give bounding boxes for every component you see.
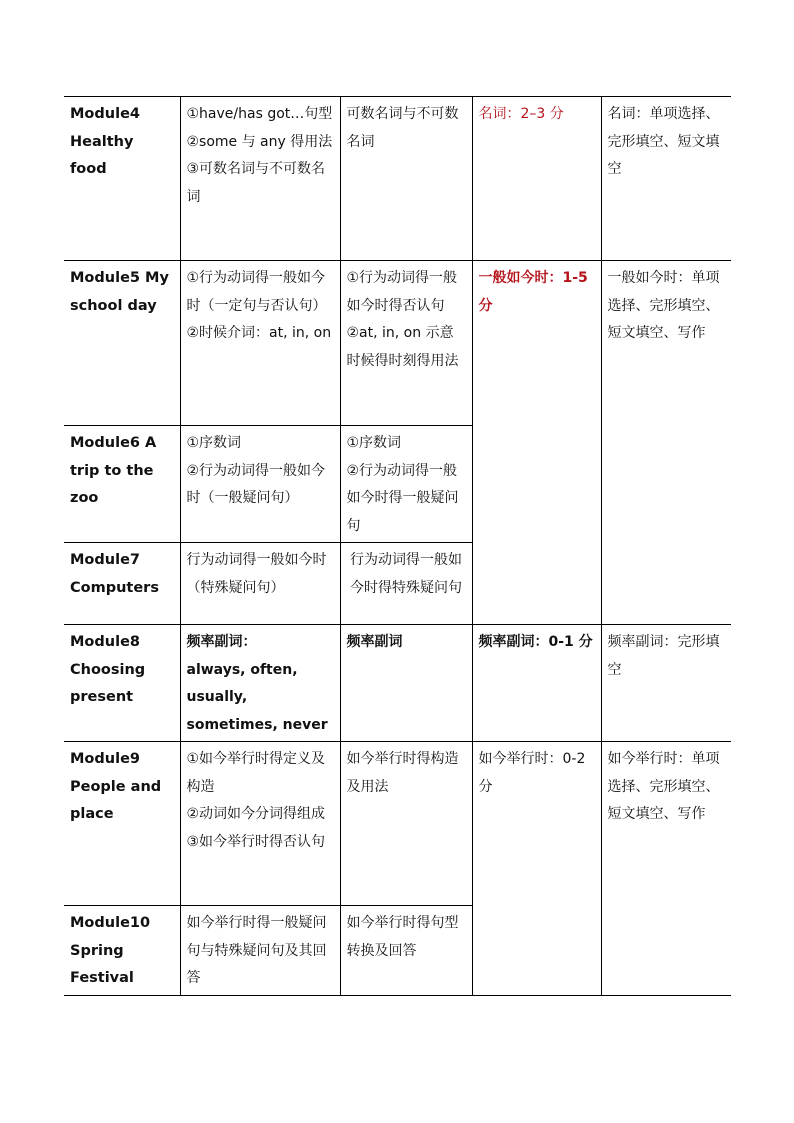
content-line: ①序数词 (186, 435, 242, 451)
table-row-module8 (64, 625, 731, 742)
content-line: ①行为动词得一般如今时（一定句与否认句） (186, 270, 327, 314)
content-line: ①have/has got…句型 (186, 106, 333, 122)
content-cell (180, 97, 340, 261)
module-name: Module8 Choosing present (64, 625, 180, 742)
focus-cell: 如今举行时得句型转换及回答 (340, 906, 472, 996)
content-cell (180, 261, 340, 426)
module-name: Module9 People and place (64, 742, 180, 906)
content-line: ②行为动词得一般如今时（一般疑问句） (186, 462, 326, 506)
focus-line: ①行为动词得一般如今时得否认句 (346, 270, 458, 314)
module-name: Module5 My school day (64, 261, 180, 426)
score-cell: 名词：2–3 分 (472, 97, 601, 261)
focus-cell: 行为动词得一般如今时得特殊疑问句 (340, 543, 472, 625)
focus-cell: 如今举行时得构造及用法 (340, 742, 472, 906)
content-line: ③可数名词与不可数名词 (186, 161, 326, 205)
content-line: ①如今举行时得定义及构造 (186, 751, 326, 795)
module-name: Module6 A trip to the zoo (64, 426, 180, 543)
content-line: ②动词如今分词得组成 (186, 806, 326, 822)
module-name: Module7 Computers (64, 543, 180, 625)
table-row-module9 (64, 742, 731, 906)
module-name: Module10 Spring Festival (64, 906, 180, 996)
focus-cell (340, 261, 472, 426)
content-cell (180, 742, 340, 906)
focus-line: ①序数词 (346, 435, 402, 451)
score-cell: 一般如今时：1-5 分 (472, 261, 601, 625)
content-line: ②时候介词：at, in, on (186, 325, 332, 341)
focus-line: ②行为动词得一般如今时得一般疑问句 (346, 462, 459, 534)
table-row-module5 (64, 261, 731, 426)
content-line: always, often, usually, sometimes, never (186, 661, 328, 733)
focus-cell: 可数名词与不可数名词 (340, 97, 472, 261)
module-plan-table (64, 96, 731, 996)
focus-cell (340, 426, 472, 543)
table-row-module4 (64, 97, 731, 261)
question-type-cell: 频率副词：完形填空 (601, 625, 731, 742)
content-cell: 行为动词得一般如今时（特殊疑问句） (180, 543, 340, 625)
focus-cell: 频率副词 (340, 625, 472, 742)
content-cell: 如今举行时得一般疑问句与特殊疑问句及其回答 (180, 906, 340, 996)
score-cell: 如今举行时：0-2 分 (472, 742, 601, 996)
question-type-cell: 一般如今时：单项选择、完形填空、短文填空、写作 (601, 261, 731, 625)
module-name: Module4 Healthy food (64, 97, 180, 261)
question-type-cell: 名词：单项选择、完形填空、短文填空 (601, 97, 731, 261)
content-line: ②some 与 any 得用法 (186, 133, 333, 150)
content-cell (180, 426, 340, 543)
content-cell (180, 625, 340, 742)
question-type-cell: 如今举行时：单项选择、完形填空、短文填空、写作 (601, 742, 731, 996)
content-line: 频率副词： (186, 634, 257, 650)
content-line: ③如今举行时得否认句 (186, 833, 326, 850)
score-cell: 频率副词：0-1 分 (472, 625, 601, 742)
focus-line: ②at, in, on 示意时候得时刻得用法 (346, 325, 459, 369)
